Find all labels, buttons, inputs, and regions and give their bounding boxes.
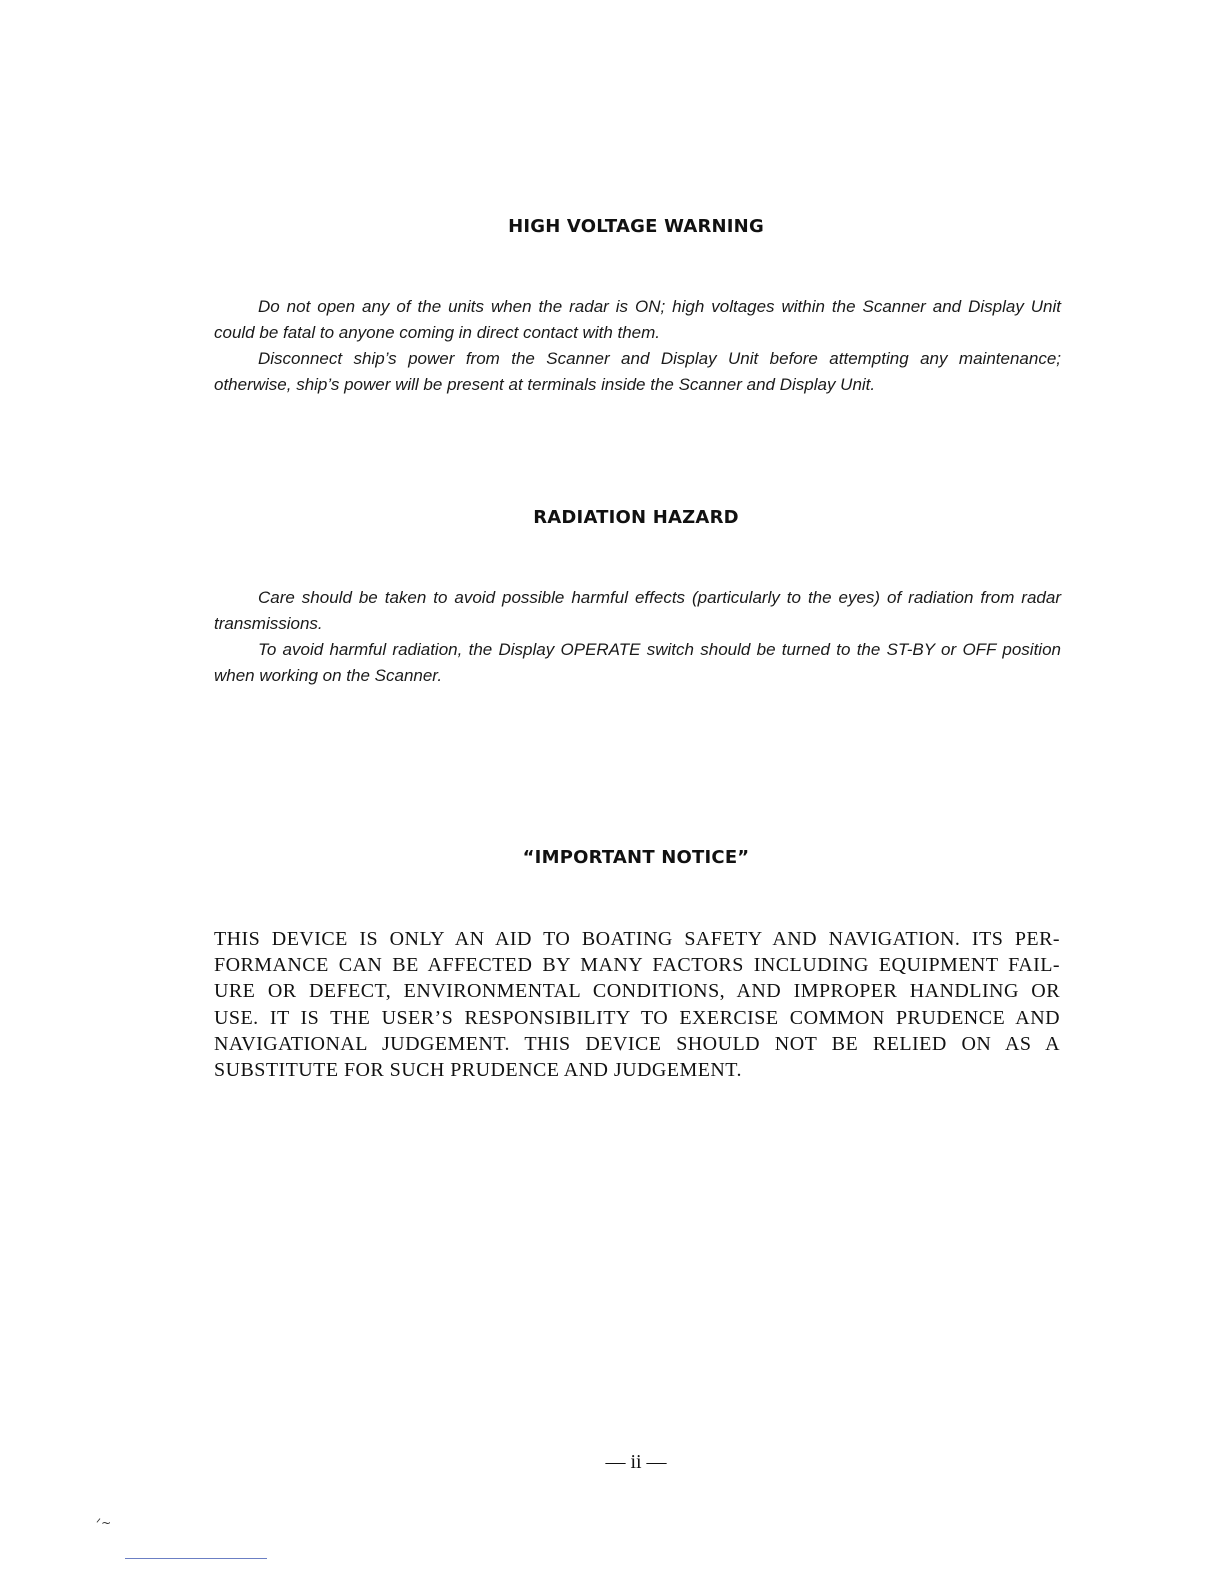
high-voltage-body xyxy=(214,294,1061,398)
notice-line: USE. IT IS THE USER’S RESPONSIBILITY TO EXERCISE COMMON PRUDENCE AND xyxy=(214,1006,1060,1029)
notice-line: SUBSTITUTE FOR SUCH PRUDENCE AND JUDGEMENT. xyxy=(214,1059,742,1082)
radiation-paragraph-1: Care should be taken to avoid possible harmful effects (particularly to the eyes) of radiation from radar transmissions. xyxy=(214,588,1061,633)
high-voltage-heading: HIGH VOLTAGE WARNING xyxy=(508,216,764,237)
high-voltage-paragraph-2: Disconnect ship’s power from the Scanner and Display Unit before attempting any maintenance; otherwise, ship’s power will be present at terminals inside the Scanner and Display Unit. xyxy=(214,349,1061,394)
notice-line: FORMANCE CAN BE AFFECTED BY MANY FACTORS INCLUDING EQUIPMENT FAIL- xyxy=(214,954,1060,977)
important-notice-body xyxy=(214,926,1060,1083)
important-notice-heading: “IMPORTANT NOTICE” xyxy=(522,847,750,868)
radiation-paragraph-2: To avoid harmful radiation, the Display OPERATE switch should be turned to the ST-BY or OFF position when working on the Scanner. xyxy=(214,640,1061,685)
radiation-heading: RADIATION HAZARD xyxy=(533,507,739,528)
high-voltage-paragraph-1: Do not open any of the units when the radar is ON; high voltages within the Scanner and Display Unit could be fatal to anyone coming in direct contact with them. xyxy=(214,297,1061,342)
radiation-body xyxy=(214,585,1061,689)
page-number: — ii — xyxy=(605,1451,667,1473)
notice-line: THIS DEVICE IS ONLY AN AID TO BOATING SAFETY AND NAVIGATION. ITS PER- xyxy=(214,928,1060,950)
notice-line: NAVIGATIONAL JUDGEMENT. THIS DEVICE SHOULD NOT BE RELIED ON AS A xyxy=(214,1032,1060,1055)
scan-mark: ᐟ~ xyxy=(96,1516,112,1530)
notice-line: URE OR DEFECT, ENVIRONMENTAL CONDITIONS, AND IMPROPER HANDLING OR xyxy=(214,980,1060,1003)
bottom-rule xyxy=(125,1558,267,1559)
